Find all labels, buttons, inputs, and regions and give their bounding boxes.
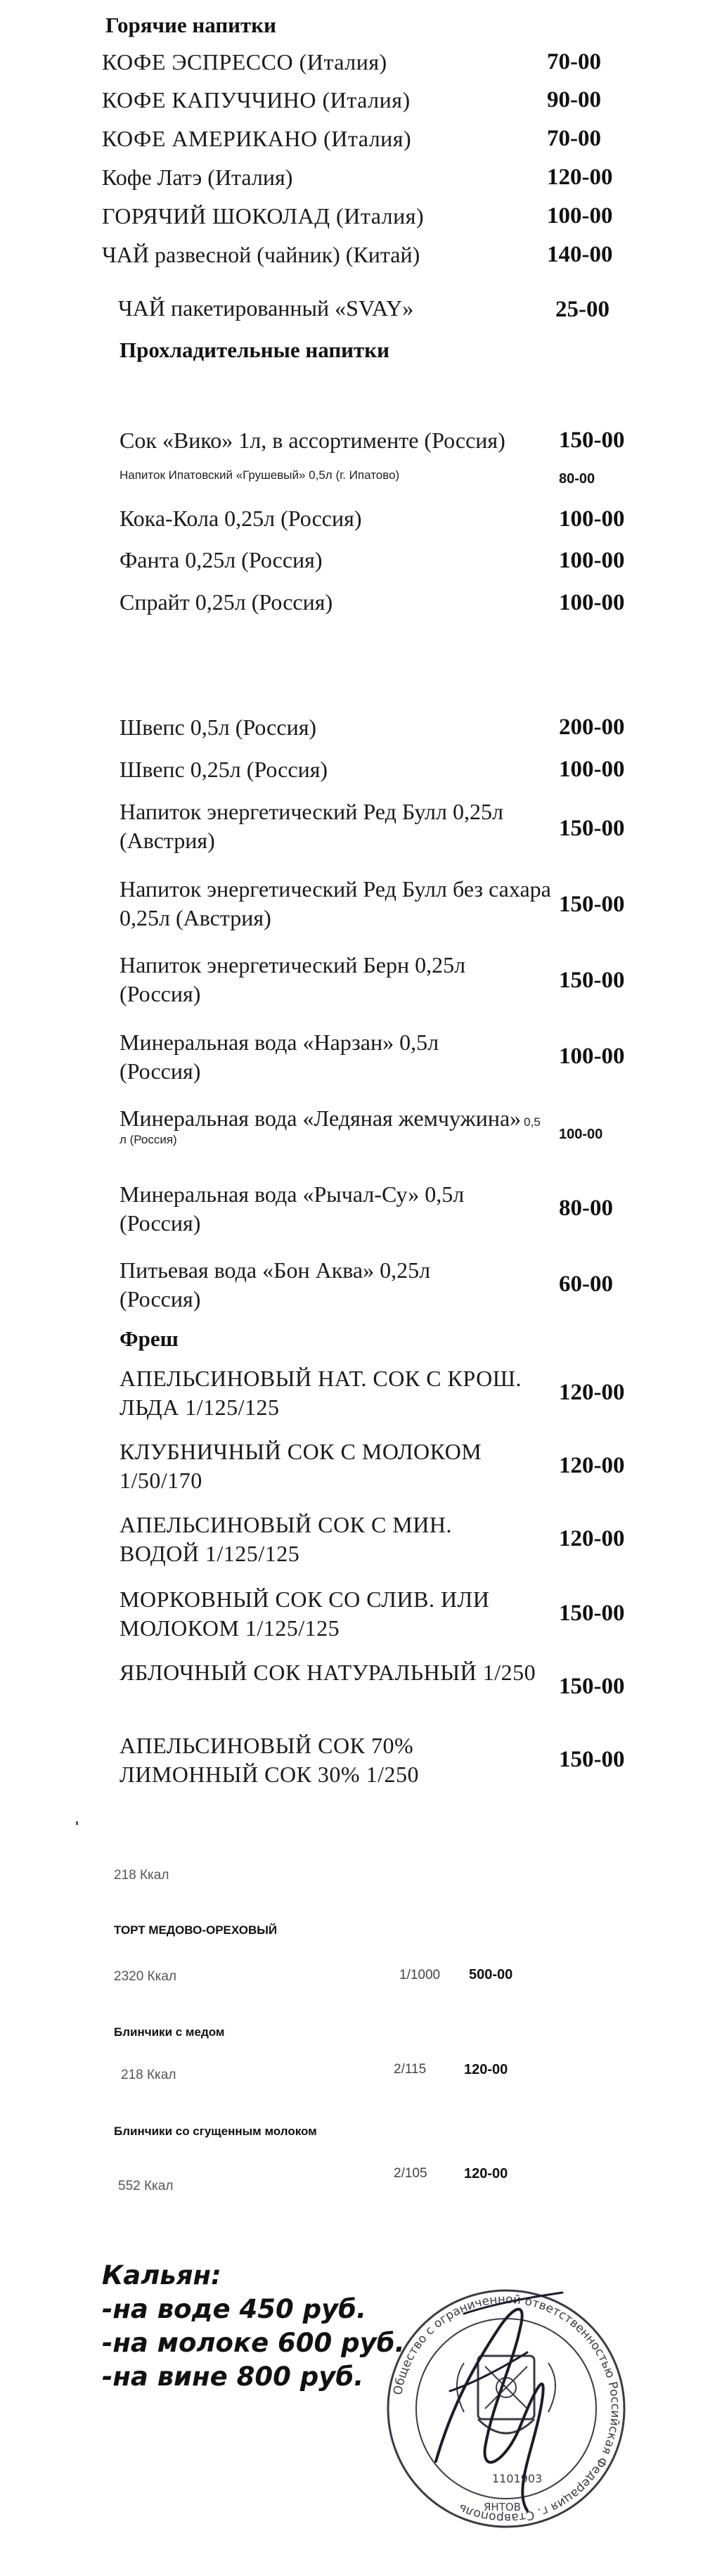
menu-item-name: ЧАЙ пакетированный «SVAY» bbox=[118, 295, 414, 321]
dessert-price: 500-00 bbox=[469, 1967, 513, 1982]
menu-item-price: 150-00 bbox=[559, 892, 625, 917]
menu-item-name: Напиток энергетический Ред Булл без сахара 0,25л (Австрия) bbox=[120, 876, 551, 930]
section-heading-cold: Прохладительные напитки bbox=[120, 338, 389, 362]
menu-item-price: 100-00 bbox=[559, 548, 625, 573]
scan-speck bbox=[76, 1821, 78, 1825]
menu-item-name: АПЕЛЬСИНОВЫЙ НАТ. СОК С КРОШ. ЛЬДА 1/125/125 bbox=[120, 1366, 522, 1420]
menu-item-name: Питьевая вода «Бон Аква» 0,25л (Россия) bbox=[120, 1257, 431, 1312]
menu-item-price: 80-00 bbox=[559, 1196, 613, 1221]
calorie-note: 218 Ккал bbox=[114, 1868, 169, 1883]
menu-item-name: Швепс 0,25л (Россия) bbox=[120, 757, 328, 782]
menu-item-price: 80-00 bbox=[559, 471, 595, 487]
menu-item-price: 140-00 bbox=[547, 242, 613, 267]
menu-item-name: ГОРЯЧИЙ ШОКОЛАД (Италия) bbox=[102, 203, 425, 229]
dessert-price: 120-00 bbox=[464, 2062, 508, 2077]
hookah-price-line: -на воде 450 руб. bbox=[102, 2294, 367, 2325]
menu-item-price: 150-00 bbox=[559, 1747, 625, 1772]
menu-item-price: 60-00 bbox=[559, 1271, 613, 1297]
menu-item-price: 90-00 bbox=[547, 87, 601, 113]
menu-item-name: Минеральная вода «Рычал-Су» 0,5л (Россия) bbox=[120, 1181, 465, 1236]
menu-item-price: 120-00 bbox=[559, 1453, 625, 1478]
menu-item-name: КЛУБНИЧНЫЙ СОК С МОЛОКОМ 1/50/170 bbox=[120, 1439, 482, 1493]
hookah-block bbox=[102, 2259, 405, 2394]
menu-item-name: КОФЕ АМЕРИКАНО (Италия) bbox=[102, 126, 412, 151]
menu-item-price: 150-00 bbox=[559, 1674, 625, 1699]
menu-item-name: Напиток Ипатовский «Грушевый» 0,5л (г. Ипатово) bbox=[120, 468, 400, 482]
hookah-price-line: -на вине 800 руб. bbox=[102, 2362, 364, 2392]
section-heading-hot: Горячие напитки bbox=[105, 13, 276, 37]
calorie-note: 552 Ккал bbox=[118, 2179, 174, 2193]
menu-item-price: 70-00 bbox=[547, 126, 601, 151]
menu-item-price: 150-00 bbox=[559, 968, 625, 993]
stamp-ring-textpath: Общество с ограниченной ответственностью Российская Федерация г. Ставрополь bbox=[391, 2292, 623, 2525]
menu-item-name: АПЕЛЬСИНОВЫЙ СОК С МИН. ВОДОЙ 1/125/125 bbox=[120, 1512, 452, 1566]
menu-item-price: 120-00 bbox=[559, 1380, 625, 1405]
menu-item-name: ЯБЛОЧНЫЙ СОК НАТУРАЛЬНЫЙ 1/250 bbox=[120, 1660, 536, 1685]
hookah-title: Кальян: bbox=[102, 2260, 221, 2290]
menu-item-ice-pearl bbox=[120, 1104, 541, 1147]
dessert-price: 120-00 bbox=[464, 2166, 508, 2181]
menu-item-price: 100-00 bbox=[559, 590, 625, 615]
menu-item-price: 120-00 bbox=[559, 1526, 625, 1551]
menu-item-name: КОФЕ ЭСПРЕССО (Италия) bbox=[102, 49, 387, 75]
menu-item-name: Напиток энергетический Ред Булл 0,25л (Австрия) bbox=[120, 799, 503, 853]
menu-item-name: Кофе Латэ (Италия) bbox=[102, 165, 293, 190]
menu-item-name: Минеральная вода «Нарзан» 0,5л (Россия) bbox=[120, 1030, 439, 1084]
menu-item-name: Напиток энергетический Берн 0,25л (Россия) bbox=[120, 952, 466, 1006]
portion-ratio: 2/115 bbox=[394, 2062, 427, 2077]
menu-item-price: 100-00 bbox=[559, 1044, 625, 1069]
menu-item-price: 100-00 bbox=[559, 757, 625, 782]
section-heading-fresh: Фреш bbox=[120, 1326, 179, 1351]
menu-item-price: 100-00 bbox=[547, 203, 613, 229]
menu-item-price: 120-00 bbox=[547, 165, 613, 190]
dessert-name: ТОРТ МЕДОВО-ОРЕХОВЫЙ bbox=[114, 1923, 278, 1937]
menu-item-price: 25-00 bbox=[555, 297, 610, 322]
menu-item-price: 150-00 bbox=[559, 428, 625, 453]
calorie-note: 218 Ккал bbox=[121, 2068, 176, 2082]
menu-item-name: Швепс 0,5л (Россия) bbox=[120, 715, 317, 740]
menu-item-name: АПЕЛЬСИНОВЫЙ СОК 70% ЛИМОННЫЙ СОК 30% 1/250 bbox=[120, 1733, 419, 1787]
menu-item-name: МОРКОВНЫЙ СОК СО СЛИВ. ИЛИ МОЛОКОМ 1/125/125 bbox=[120, 1587, 490, 1641]
menu-item-name: Фанта 0,25л (Россия) bbox=[120, 547, 323, 572]
menu-item-name: КОФЕ КАПУЧЧИНО (Италия) bbox=[102, 87, 411, 113]
portion-ratio: 2/105 bbox=[394, 2166, 427, 2181]
calorie-note: 2320 Ккал bbox=[114, 1969, 176, 1984]
menu-item-name: ЧАЙ развесной (чайник) (Китай) bbox=[102, 242, 420, 267]
menu-item-price: 150-00 bbox=[559, 1601, 625, 1626]
menu-item-price: 100-00 bbox=[559, 506, 625, 532]
menu-item-name: Минеральная вода «Ледяная жемчужина» bbox=[120, 1106, 522, 1131]
stamp-bottom-text: ЯНТОВ bbox=[484, 2501, 521, 2513]
dessert-name: Блинчики со сгущенным молоком bbox=[114, 2125, 317, 2138]
signature bbox=[422, 2286, 576, 2525]
menu-item-name: Кока-Кола 0,25л (Россия) bbox=[120, 506, 362, 531]
dessert-name: Блинчики с медом bbox=[114, 2025, 225, 2039]
menu-item-volume: 0,5 л (Россия) bbox=[120, 1115, 541, 1146]
menu-item-price: 150-00 bbox=[559, 816, 625, 841]
hookah-price-line: -на молоке 600 руб. bbox=[102, 2328, 405, 2359]
portion-ratio: 1/1000 bbox=[399, 1968, 441, 1982]
stamp-number: 1101903 bbox=[492, 2472, 543, 2485]
menu-item-name: Спрайт 0,25л (Россия) bbox=[120, 589, 333, 615]
menu-item-price: 70-00 bbox=[547, 49, 601, 75]
menu-item-name: Сок «Вико» 1л, в ассортименте (Россия) bbox=[120, 428, 505, 453]
menu-item-price: 100-00 bbox=[559, 1127, 603, 1142]
menu-item-price: 200-00 bbox=[559, 715, 625, 740]
